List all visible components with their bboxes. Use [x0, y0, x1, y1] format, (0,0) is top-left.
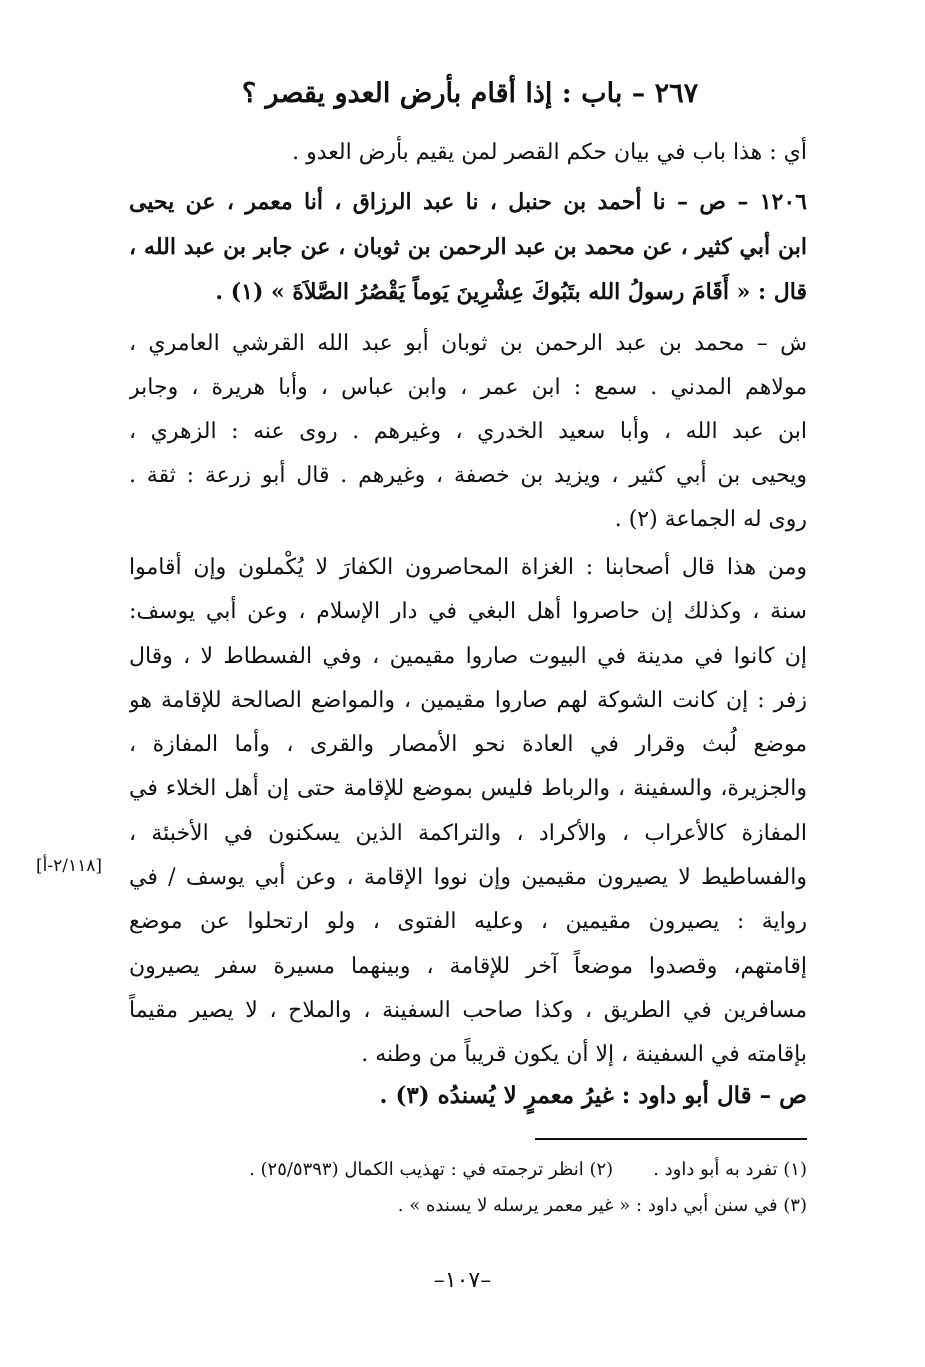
- hadith-line: ١٢٠٦ – ص – نا أحمد بن حنبل ، نا عبد الرزاق ، أنا معمر ، عن يحيى: [129, 189, 807, 215]
- footnotes: [129, 1152, 807, 1224]
- fiqh-line: سنة ، وكذلك إن حاصروا أهل البغي في دار الإسلام ، وعن أبي يوسف:: [129, 599, 807, 625]
- commentary-line: روى له الجماعة (٢) .: [614, 507, 807, 532]
- commentary-line: ابن عبد الله ، وأبا سعيد الخدري ، وغيرهم . روى عنه : الزهري ،: [129, 419, 807, 444]
- fiqh-line: إن كانوا في مدينة في البيوت صاروا مقيمين ، وفي الفسطاط لا ، وقال: [129, 643, 807, 669]
- manuscript-margin-reference: [٢/١١٨-أ]: [36, 856, 103, 876]
- abu-dawud-remark-line: ص – قال أبو داود : غيرُ معمرٍ لا يُسندُه (٣) .: [379, 1082, 807, 1109]
- footnote-3: (٣) في سنن أبي داود : « غير معمر يرسله لا يسنده » .: [397, 1195, 807, 1216]
- commentary-paragraph: [129, 322, 807, 542]
- footnote-2: (٢) انظر ترجمته في : تهذيب الكمال (٢٥/٥٣٩٣) .: [249, 1159, 614, 1180]
- hadith-line: ابن أبي كثير ، عن محمد بن عبد الرحمن بن ثوبان ، عن جابر بن عبد الله ،: [129, 234, 807, 260]
- commentary-line: ش – محمد بن عبد الرحمن بن ثوبان أبو عبد الله القرشي العامري ،: [129, 331, 807, 356]
- fiqh-line: مسافرين في الطريق ، وكذا صاحب السفينة ، والملاح ، لا يصير مقيماً: [129, 997, 807, 1023]
- fiqh-line: موضع لُبث وقرار في العادة نحو الأمصار والقرى ، وأما المفازة ،: [129, 732, 807, 758]
- fiqh-line: والجزيرة، والسفينة ، والرباط فليس بموضع للإقامة حتى إن أهل الخلاء في: [129, 776, 807, 802]
- fiqh-line: رواية : يصيرون مقيمين ، وعليه الفتوى ، ولو ارتحلوا عن موضع: [129, 909, 807, 935]
- intro-line: أي : هذا باب في بيان حكم القصر لمن يقيم بأرض العدو .: [292, 140, 807, 165]
- fiqh-line: زفر : إن كانت الشوكة لهم صاروا مقيمين ، والمواضع الصالحة للإقامة هو: [129, 687, 807, 713]
- commentary-line: مولاهم المدني . سمع : ابن عمر ، وابن عباس ، وأبا هريرة ، وجابر: [129, 375, 807, 400]
- abu-dawud-remark: [129, 1076, 807, 1116]
- fiqh-line: المفازة كالأعراب ، والأكراد ، والتراكمة الذين يسكنون في الأخبئة ،: [129, 820, 807, 846]
- page-number: –١٠٧–: [433, 1268, 492, 1293]
- commentary-line: ويحيى بن أبي كثير ، ويزيد بن خصفة ، وغيرهم . قال أبو زرعة : ثقة .: [129, 463, 807, 488]
- fiqh-line: ومن هذا قال أصحابنا : الغزاة المحاصرون الكفارَ لا يُكْملون وإن أقاموا: [129, 555, 807, 580]
- footnote-row: [129, 1152, 807, 1188]
- intro-paragraph: [129, 134, 807, 172]
- hadith-line: قال : « أَقَامَ رسولُ الله بتَبُوكَ عِشْرِينَ يَوماً يَقْصُرُ الصَّلاَةَ » (١) .: [215, 279, 807, 305]
- fiqh-line: إقامتهم، وقصدوا موضعاً آخر للإقامة ، وبينهما مسيرة سفر يصيرون: [129, 953, 807, 979]
- footnote-1: (١) تفرد به أبو داود .: [653, 1159, 807, 1180]
- fiqh-line: والفساطيط لا يصيرون مقيمين وإن نووا الإقامة ، وعن أبي يوسف / في: [129, 865, 807, 891]
- fiqh-line: بإقامته في السفينة ، إلا أن يكون قريباً من وطنه .: [361, 1042, 807, 1068]
- fiqh-paragraph: [129, 546, 807, 1078]
- hadith-text: [129, 180, 807, 315]
- chapter-title: ٢٦٧ – باب : إذا أقام بأرض العدو يقصر ؟: [241, 78, 699, 109]
- footnote-divider: [535, 1138, 807, 1140]
